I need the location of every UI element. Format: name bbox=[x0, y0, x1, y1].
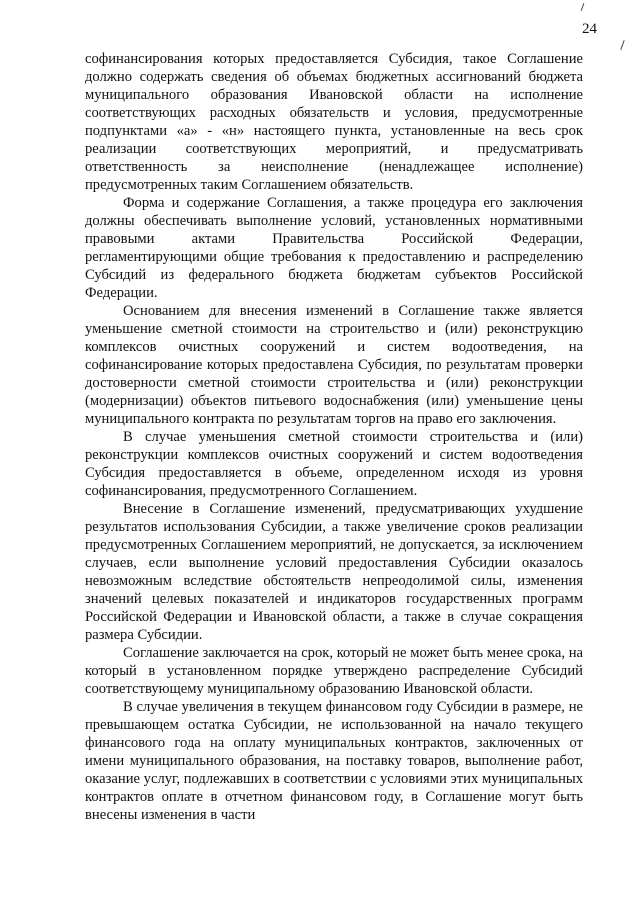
paragraph: Основанием для внесения изменений в Соглашение также является уменьшение сметной стоимости на строительство и (или) реконструкцию комплексов очистных сооружений и систем водоотведения, на софинансирование которых предоставлена Субсидия, по результатам проверки достоверности сметной стоимости строительства и (или) реконструкции (модернизации) объектов питьевого водоснабжения (или) уменьшение цены муниципального контракта по результатам торгов на право его заключения. bbox=[85, 303, 583, 427]
scan-mark bbox=[620, 40, 624, 50]
paragraph: Внесение в Соглашение изменений, предусматривающих ухудшение результатов использования Субсидии, а также увеличение сроков реализации предусмотренных Соглашением мероприятий, не допускается, за исключением случаев, если выполнение условий предоставления Субсидии оказалось невозможным вследствие обстоятельств непреодолимой силы, изменения значений целевых показателей и индикаторов государственных программ Российской Федерации и Ивановской области, а также в случае сокращения размера Субсидии. bbox=[85, 501, 583, 643]
paragraph: Форма и содержание Соглашения, а также процедура его заключения должны обеспечивать выполнение условий, установленных нормативными правовыми актами Правительства Российской Федерации, регламентирующими общие требования к предоставлению и распределению Субсидий из федерального бюджета бюджетам субъектов Российской Федерации. bbox=[85, 195, 583, 301]
paragraph: В случае уменьшения сметной стоимости строительства и (или) реконструкции комплексов очистных сооружений и систем водоотведения Субсидия предоставляется в объеме, определенном исходя из уровня софинансирования, предусмотренного Соглашением. bbox=[85, 429, 583, 499]
paragraph: Соглашение заключается на срок, который не может быть менее срока, на который в установленном порядке утверждено распределение Субсидий соответствующему муниципальному образованию Ивановской области. bbox=[85, 645, 583, 697]
scan-mark bbox=[581, 3, 585, 11]
page-number: 24 bbox=[582, 21, 597, 37]
paragraph: софинансирования которых предоставляется Субсидия, такое Соглашение должно содержать сведения об объемах бюджетных ассигнований бюджета муниципального образования Ивановской области на исполнение соответствующих расходных обязательств и условия, предусмотренные подпунктами «а» - «н» настоящего пункта, установленные на весь срок реализации соответствующих мероприятий, и предусматривать ответственность за неисполнение (ненадлежащее исполнение) предусмотренных таким Соглашением обязательств. bbox=[85, 51, 583, 193]
paragraph: В случае увеличения в текущем финансовом году Субсидии в размере, не превышающем остатка Субсидии, не использованной на начало текущего финансового года на оплату муниципальных контрактов, заключенных от имени муниципального образования, на поставку товаров, выполнение работ, оказание услуг, подлежавших в соответствии с условиями этих муниципальных контрактов оплате в отчетном финансовом году, в Соглашение могут быть внесены изменения в части bbox=[85, 699, 583, 823]
document-body bbox=[85, 50, 583, 824]
